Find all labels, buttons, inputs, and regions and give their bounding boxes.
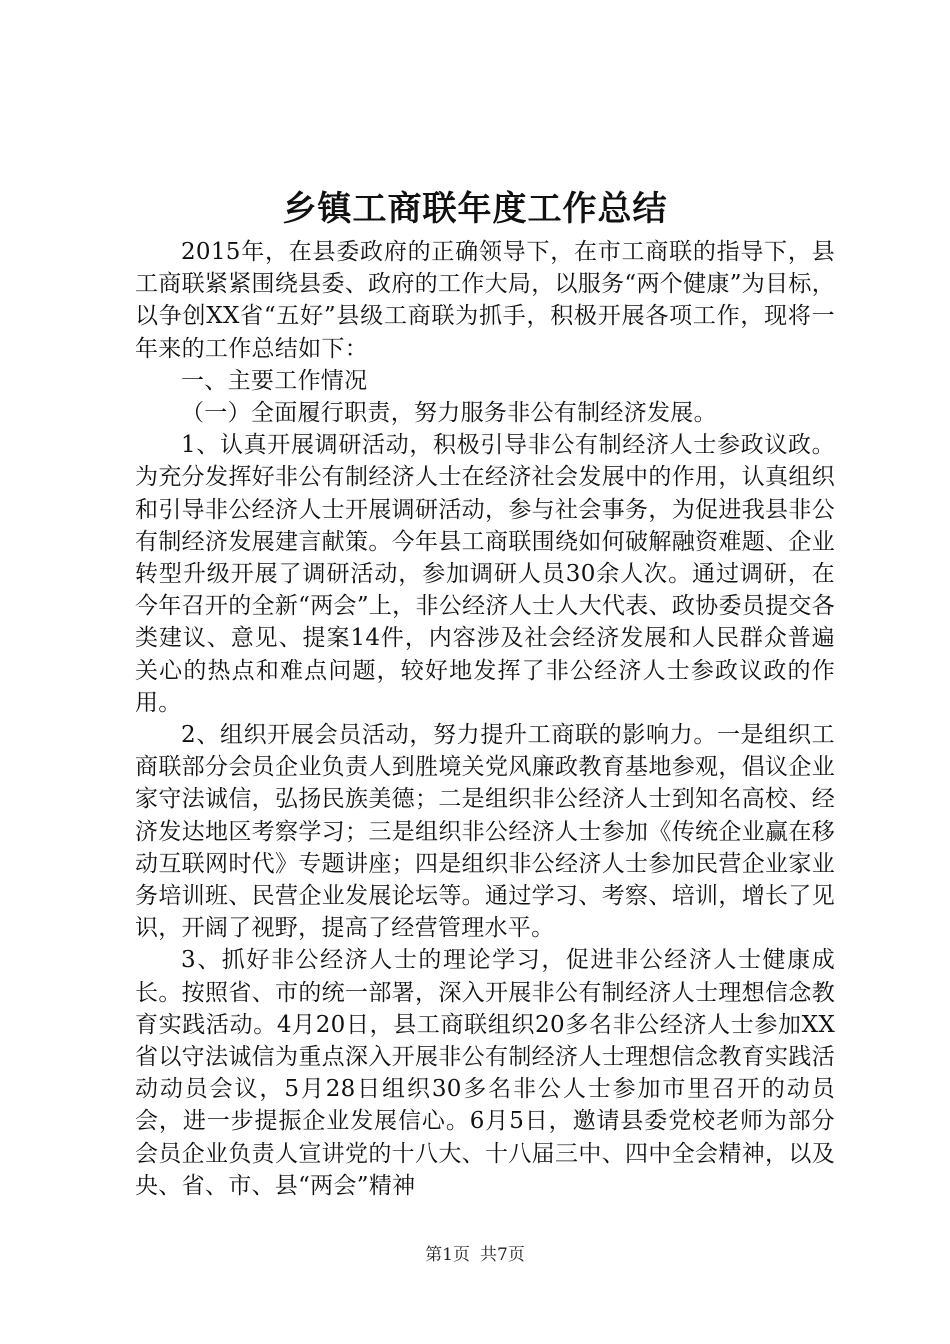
subheading-duties: （一）全面履行职责，努力服务非公有制经济发展。 [181, 400, 717, 427]
heading-main-work: 一、主要工作情况 [181, 367, 368, 394]
document-body [135, 236, 835, 1202]
document-title: 乡镇工商联年度工作总结 [282, 189, 668, 229]
page-total: 共7页 [480, 1245, 525, 1265]
paragraph-research: 1、认真开展调研活动，积极引导非公有制经济人士参政议政。为充分发挥好非公有制经济人士在经济社会发展中的作用，认真组织和引导非公经济人士开展调研活动，参与社会事务，为促进我县非公有制经济发展建言献策。今年县工商联围绕如何破解融资难题、企业转型升级开展了调研活动，参加调研人员30余人次。通过调研，在今年召开的全新“两会”上，非公经济人士人大代表、政协委员提交各类建议、意见、提案14件，内容涉及社会经济发展和人民群众普遍关心的热点和难点问题，较好地发挥了非公经济人士参政议政的作用。 [135, 432, 835, 716]
page-footer [0, 1243, 950, 1267]
paragraph-theory-study: 3、抓好非公经济人士的理论学习，促进非公经济人士健康成长。按照省、市的统一部署，深入开展非公有制经济人士理想信念教育实践活动。4月20日，县工商联组织20多名非公经济人士参加XX省以守法诚信为重点深入开展非公有制经济人士理想信念教育实践活动动员会议，5月28日组织30多名非公人士参加市里召开的动员会，进一步提振企业发展信心。6月5日，邀请县委党校老师为部分会员企业负责人宣讲党的十八大、十八届三中、四中全会精神，以及央、省、市、县“两会”精神 [135, 947, 835, 1199]
paragraph-member-activities: 2、组织开展会员活动，努力提升工商联的影响力。一是组织工商联部分会员企业负责人到胜境关党风廉政教育基地参观，倡议企业家守法诚信，弘扬民族美德；二是组织非公经济人士到知名高校、经济发达地区考察学习；三是组织非公经济人士参加《传统企业赢在移动互联网时代》专题讲座；四是组织非公经济人士参加民营企业家业务培训班、民营企业发展论坛等。通过学习、考察、培训，增长了见识，开阔了视野，提高了经营管理水平。 [135, 722, 835, 942]
paragraph-intro: 2015年，在县委政府的正确领导下，在市工商联的指导下，县工商联紧紧围绕县委、政府的工作大局，以服务“两个健康”为目标，以争创XX省“五好”县级工商联为抓手，积极开展各项工作，现将一年来的工作总结如下： [135, 239, 835, 362]
page-number: 第1页 [425, 1245, 470, 1265]
